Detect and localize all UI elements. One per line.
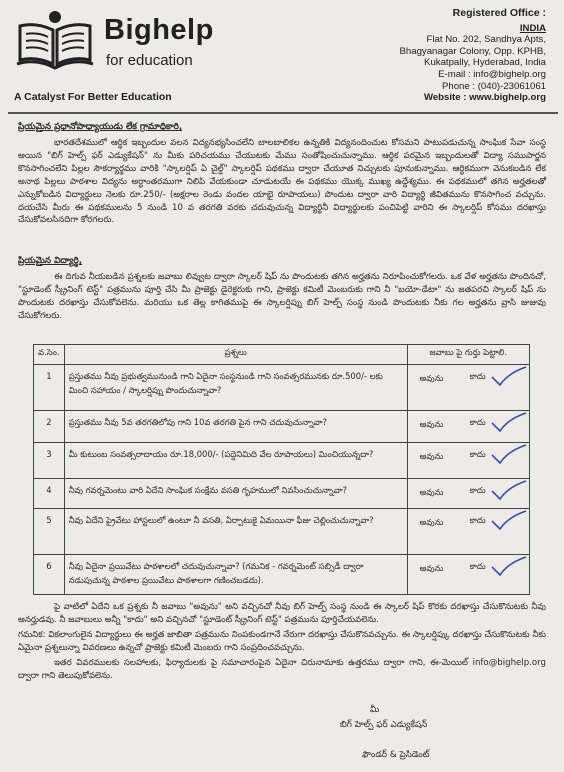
student-paragraph	[18, 271, 546, 323]
answer-yes[interactable]: అవును	[419, 451, 444, 461]
answer-no[interactable]: కాదు	[469, 515, 486, 525]
checkmark-icon	[488, 443, 528, 465]
answer-yes[interactable]: అవును	[419, 563, 444, 573]
row-number: 3	[34, 443, 65, 479]
answer-cell	[407, 479, 529, 509]
signature-yours: మీ	[370, 705, 380, 715]
brand-subtitle: for education	[106, 52, 193, 69]
checkmark-icon	[488, 555, 528, 577]
answer-yes[interactable]: అవును	[419, 517, 444, 527]
question-text: ప్రస్తుతము నీవు ప్రభుత్వమునుండి గాని ఏదైనా సంస్థనుండి గాని సంవత్సరమునకు రూ.500/- లకు మించి సహాయం / స్కాలర్షిప్ను పొందుచున్నావా?	[64, 365, 407, 411]
answer-no[interactable]: కాదు	[469, 449, 486, 459]
student-text: ఈ దిగువ నీయబడిన ప్రశ్నలకు జవాబు లివ్వుట ద్వారా స్కాలర్ షిప్ ను పొందుటకు తగిన అర్హతను నిరూపించుకోగలరు. ఒక వేళ అర్హతను పొందినచో, "స్టూడెంట్ స్క్రీనింగ్ టెస్ట్" పత్రమును పూర్తి చేసి మీ ప్రాజెక్టు డైరెక్టరుకు గాని, ప్రాజెక్టు కమిటీ మెంబరుకు గాని నీ "బయో-డేటా" ను జతపరచి స్కాలర్ షిప్ ను పొందుటకు దరఖాస్తు చేసుకోవలెను. మరియు ఒక తెల్ల కాగితముపై ఈ స్కాలర్షిప్ను బిగ్ హెల్ప్ సంస్థ నుండి పొందుటకు నీకు గల అర్హతను వ్రాసి జుజువు చేసుకోగలరు.	[18, 272, 546, 321]
salutation-headmaster: ప్రియమైన ప్రధానోపాధ్యాయుడు లేక గ్రామాధికారి,	[18, 122, 183, 132]
question-text: మీ కుటుంబ సంవత్సరాదాయం రూ.18,000/- (పద్దెనిమిది వేల రూపాయలు) మించియున్నదా?	[64, 443, 407, 479]
contact-paragraph	[18, 657, 546, 683]
question-text: నీవు ఏదైనా ప్రయివేటు పాఠశాలలో చదువుచున్నావా? (గమనిక - గవర్నమెంట్ సబ్సిడీ ద్వారా నడుపుచున్న పాఠశాల ప్రయివేటు పాఠశాలగా గణించబడదు).	[64, 555, 407, 595]
contact-text: ఇతర వివరములకు సలహాలకు, ఫిర్యాదులకు పై సమాచారంపైన ఏదైనా చిరునామాకు ఉత్తరము ద్వారా గాని, ఈ-మెయిల్ info@bighelp.org ద్వారా గాని తెలుపుకోవలెను.	[18, 658, 546, 681]
header-divider	[8, 112, 558, 114]
office-country: INDIA	[519, 22, 546, 34]
col-answer-header: జవాబు పై గుర్తు పెట్టాలి.	[407, 345, 529, 365]
table-row	[34, 365, 530, 411]
question-text: నీవు ఏదేని ప్రైవేటు హాస్టలులో ఉంటూ నీ వసతి, ఏర్పాటుకై ఏమయినా ఫీజు చెల్లించుచున్నావా?	[64, 509, 407, 555]
note-paragraph: గమనిక: వికలాంగులైన విద్యార్థులు ఈ అర్హత జాబితా పత్రమును నింపకుండగానే నేరుగా దరఖాస్తు చేసుకొనవచ్చును. ఈ స్కాలర్షిప్కు దరఖాస్తు చేసుకొనుటకు నీకు ఏమైనా ప్రశ్నలున్నా వివరణలు ఉన్నచో ప్రాజెక్టు కమిటీ మెంబరు గాని సంప్రదించవచ్చును.	[18, 630, 546, 653]
answer-no[interactable]: కాదు	[469, 485, 486, 495]
row-number: 2	[34, 411, 65, 443]
answer-cell	[407, 443, 529, 479]
office-email: E-mail : info@bighelp.org	[438, 68, 546, 80]
checkmark-icon	[488, 509, 528, 531]
book-logo-icon	[16, 8, 94, 70]
table-row	[34, 411, 530, 443]
table-row	[34, 443, 530, 479]
result-paragraph	[18, 601, 546, 627]
result-text: పై వాటిలో ఏదేని ఒక ప్రశ్నకు నీ జవాబు "అవును" అని వచ్చినచో నీవు బిగ్ హెల్ప్ సంస్థ నుండి ఈ స్కాలర్ షిప్ కొరకు దరఖాస్తు చేసుకొనుటకు నీవు అనర్హుడవు. నీ జవాబులు అన్నీ "కాదు" అని వచ్చినచో "స్టూడెంట్ స్క్రీనింగ్ టెస్ట్" పత్రమును పూర్తిచేయవలెను.	[18, 602, 546, 625]
question-text: ప్రస్తుతము నీవు 5వ తరగతిలోపు గాని 10వ తరగతి పైన గాని చదువుచున్నావా?	[64, 411, 407, 443]
question-text: నీవు గవర్నమెంటు వారి ఏదేని సాంఘిక సంక్షేమ వసతి గృహములో నివసించుచున్నావా?	[64, 479, 407, 509]
office-address-line: Bhagyanagar Colony, Opp. KPHB,	[399, 45, 546, 57]
checkmark-icon	[488, 411, 528, 433]
answer-cell	[407, 509, 529, 555]
intro-paragraph	[18, 137, 546, 227]
row-number: 6	[34, 555, 65, 595]
office-phone: Phone : (040)-23061061	[441, 80, 546, 92]
row-number: 1	[34, 365, 65, 411]
checkmark-icon	[488, 479, 528, 501]
office-address-line: Kukatpally, Hyderabad, India	[424, 57, 546, 69]
col-question-header: ప్రశ్నలు	[64, 345, 407, 365]
intro-text: భారతదేశములో ఆర్ధిక ఇబ్బందుల వలన విద్యనభ్యసించలేని బాలబాలికల ఉన్నతికి విద్యనందించుట కోసమని పాటుపడుచున్న సాంఘిక సేవా సంస్థ అయిన "బిగ్ హెల్ప్ ఫర్ ఎడ్యుకేషన్" ను మీకు పరిచయము చేయుటకు మేము సంతోషించుచున్నాము. ఆర్ధిక పరమైన ఇబ్బందులతో విద్యా సముపార్జన కొనసాగించలేని పిల్లల సౌకర్యార్థము వారికి "స్కాలర్షిప్ ఏ చైల్డ్" స్కాలర్షిప్ పథకము ద్వారా చేయూత నిచ్చుటకు పూనుకున్నాము. ఆర్ధికముగా వెనుకబడిన లేక అనాథ పిల్లలు పాఠశాల విద్యను అర్ధాంతరముగా నిలిపి వేయకుండా చూడుటయే ఈ పథకము యొక్క ముఖ్య ఉద్దేశ్యము. ఈ పథకములో తగిన అర్హతలతో ఎన్నుకోబడిన విద్యార్థులు నెలకు రూ.250/- (అక్షరాల రెండు వందల యాభై రూపాయలు) పొందుట ద్వారా వారి విద్యార్థి జీవితమును కొనసాగించ వచ్చును. దయచేసి మీరు ఈ పథకములను 5 నుండి 10 వ తరగతి వరకు చదువుచున్న విద్యార్థినీ విద్యార్థులకు పంచిపెట్టి వారిని ఈ స్కాలర్షిప్ కోసము దరఖాస్తు చేసుకోవలసినదిగా కోరగలరు.	[18, 138, 546, 226]
answer-no[interactable]: కాదు	[469, 371, 486, 381]
answer-cell	[407, 555, 529, 595]
table-row	[34, 509, 530, 555]
col-number-header: వ.సెం.	[34, 345, 65, 365]
answer-cell	[407, 365, 529, 411]
answer-cell	[407, 411, 529, 443]
answer-no[interactable]: కాదు	[469, 561, 486, 571]
office-website: Website : www.bighelp.org	[423, 92, 546, 104]
table-row	[34, 479, 530, 509]
row-number: 5	[34, 509, 65, 555]
signature-title: ఫౌండర్ & ప్రెసిడెంట్	[362, 750, 430, 760]
answer-yes[interactable]: అవును	[419, 419, 444, 429]
salutation-student: ప్రియమైన విద్యార్థి,	[18, 256, 83, 266]
answer-yes[interactable]: అవును	[419, 373, 444, 383]
office-title: Registered Office :	[452, 7, 546, 19]
tagline: A Catalyst For Better Education	[14, 91, 172, 103]
answer-yes[interactable]: అవును	[419, 487, 444, 497]
checkmark-icon	[488, 365, 528, 387]
row-number: 4	[34, 479, 65, 509]
answer-no[interactable]: కాదు	[469, 417, 486, 427]
office-address-line: Flat No. 202, Sandhya Apts,	[426, 34, 546, 46]
signature-org: బిగ్ హెల్ప్ ఫర్ ఎడ్యుకేషన్	[340, 720, 428, 730]
eligibility-table	[33, 344, 530, 595]
registered-office-block	[346, 8, 546, 104]
table-row	[34, 555, 530, 595]
brand-name: Bighelp	[104, 14, 214, 46]
